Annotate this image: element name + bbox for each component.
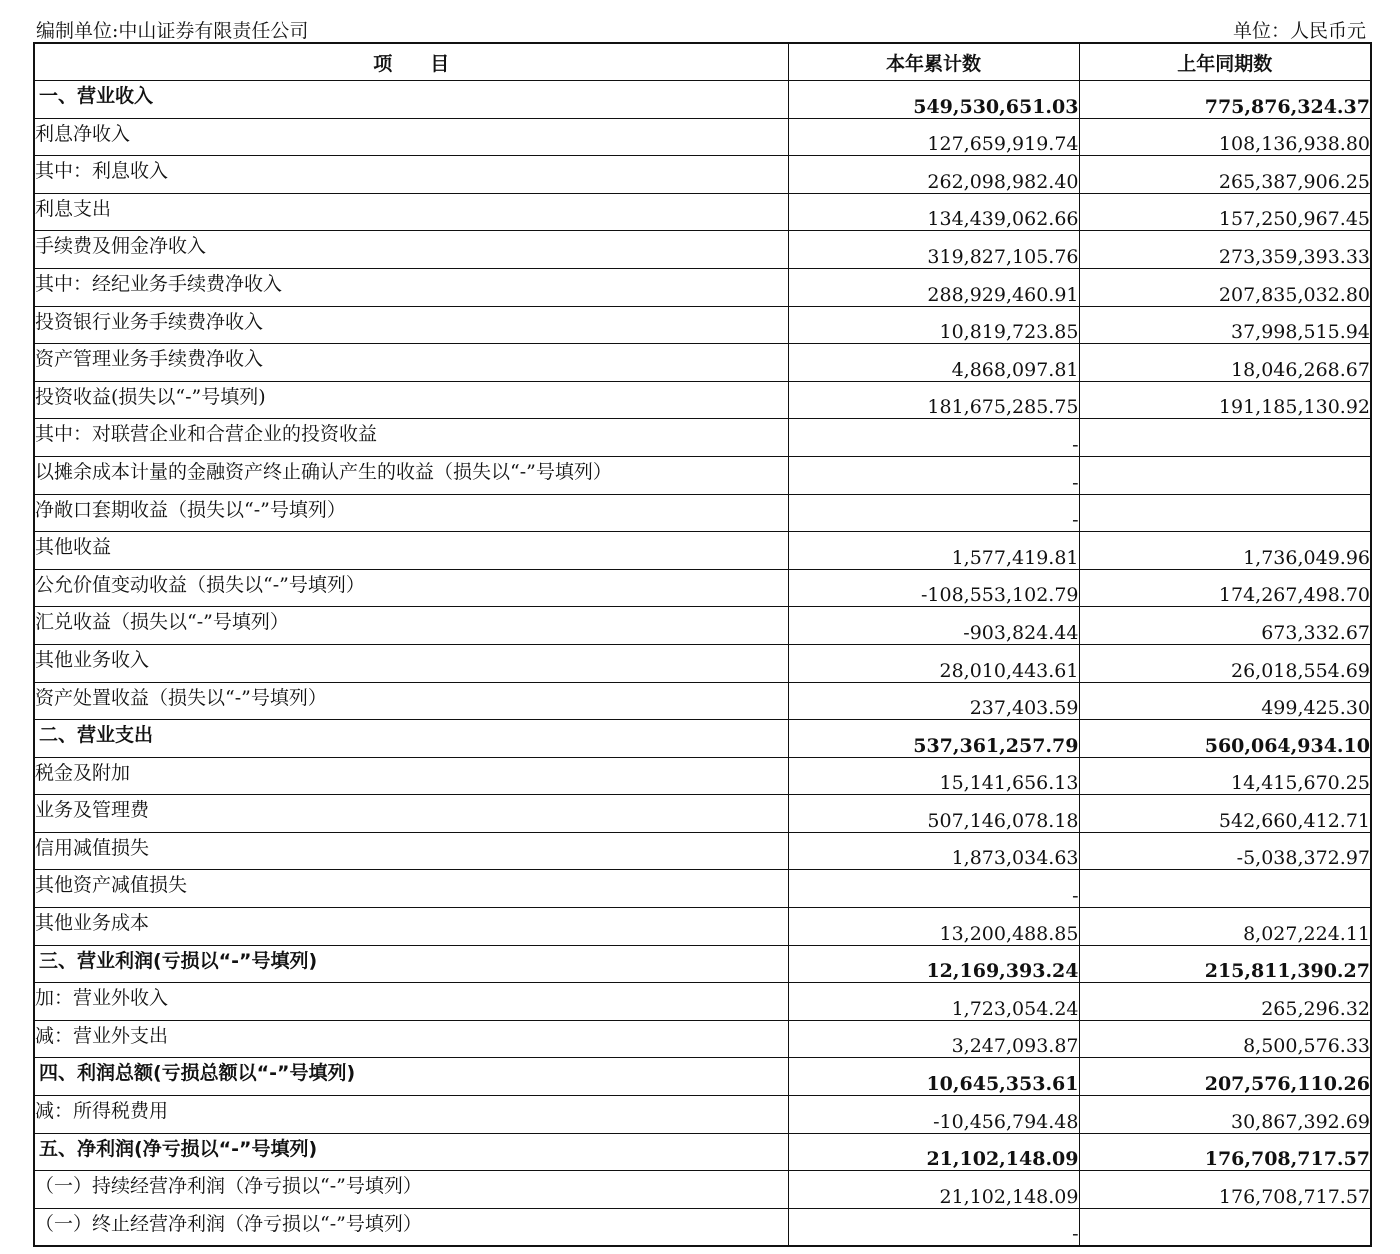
current-year-value: - — [788, 494, 1079, 532]
table-row — [34, 344, 1371, 382]
row-label: 其中：经纪业务手续费净收入 — [34, 268, 788, 306]
current-year-value: - — [788, 419, 1079, 457]
table-row — [34, 381, 1371, 419]
current-year-value: 10,819,723.85 — [788, 306, 1079, 344]
previous-year-value — [1079, 419, 1371, 457]
row-label: 投资银行业务手续费净收入 — [34, 306, 788, 344]
table-row — [34, 1058, 1371, 1096]
row-label: 信用减值损失 — [34, 832, 788, 870]
current-year-value: - — [788, 870, 1079, 908]
current-year-value: 10,645,353.61 — [788, 1058, 1079, 1096]
current-year-value: 181,675,285.75 — [788, 381, 1079, 419]
row-label: 净敞口套期收益（损失以“-”号填列） — [34, 494, 788, 532]
previous-year-value — [1079, 456, 1371, 494]
row-label: 资产管理业务手续费净收入 — [34, 344, 788, 382]
table-row — [34, 532, 1371, 570]
current-year-value: 134,439,062.66 — [788, 193, 1079, 231]
table-row — [34, 757, 1371, 795]
previous-year-value: 30,867,392.69 — [1079, 1096, 1371, 1134]
row-label: 其他业务成本 — [34, 908, 788, 946]
row-label: 四、利润总额(亏损总额以“-”号填列) — [34, 1058, 788, 1096]
current-year-value: 507,146,078.18 — [788, 795, 1079, 833]
table-row — [34, 908, 1371, 946]
table-row — [34, 1208, 1371, 1246]
current-year-value: 288,929,460.91 — [788, 268, 1079, 306]
currency-unit-label: 单位：人民币元 — [1232, 20, 1366, 42]
row-label: 加：营业外收入 — [34, 983, 788, 1021]
table-row — [34, 945, 1371, 983]
row-label: 其中：对联营企业和合营企业的投资收益 — [34, 419, 788, 457]
column-header-item: 项 目 — [34, 43, 788, 81]
table-row — [34, 682, 1371, 720]
table-row — [34, 607, 1371, 645]
table-row — [34, 156, 1371, 194]
previous-year-value — [1079, 1208, 1371, 1246]
table-row — [34, 644, 1371, 682]
previous-year-value: 775,876,324.37 — [1079, 81, 1371, 119]
previous-year-value: 215,811,390.27 — [1079, 945, 1371, 983]
table-header-row — [34, 43, 1371, 81]
current-year-value: 13,200,488.85 — [788, 908, 1079, 946]
row-label: 投资收益(损失以“-”号填列) — [34, 381, 788, 419]
previous-year-value: 8,500,576.33 — [1079, 1020, 1371, 1058]
previous-year-value: 207,835,032.80 — [1079, 268, 1371, 306]
previous-year-value: 37,998,515.94 — [1079, 306, 1371, 344]
current-year-value: 1,723,054.24 — [788, 983, 1079, 1021]
current-year-value: 127,659,919.74 — [788, 118, 1079, 156]
previous-year-value: 1,736,049.96 — [1079, 532, 1371, 570]
row-label: 税金及附加 — [34, 757, 788, 795]
table-row — [34, 306, 1371, 344]
row-label: 其他业务收入 — [34, 644, 788, 682]
current-year-value: 15,141,656.13 — [788, 757, 1079, 795]
current-year-value: 262,098,982.40 — [788, 156, 1079, 194]
previous-year-value: 157,250,967.45 — [1079, 193, 1371, 231]
row-label: 五、净利润(净亏损以“-”号填列) — [34, 1133, 788, 1171]
previous-year-value: 207,576,110.26 — [1079, 1058, 1371, 1096]
table-row — [34, 81, 1371, 119]
row-label: 手续费及佣金净收入 — [34, 231, 788, 269]
previous-year-value: -5,038,372.97 — [1079, 832, 1371, 870]
previous-year-value: 191,185,130.92 — [1079, 381, 1371, 419]
current-year-value: 1,577,419.81 — [788, 532, 1079, 570]
row-label: 公允价值变动收益（损失以“-”号填列） — [34, 569, 788, 607]
row-label: 一、营业收入 — [34, 81, 788, 119]
table-row — [34, 1020, 1371, 1058]
table-row — [34, 1133, 1371, 1171]
row-label: 三、营业利润(亏损以“-”号填列) — [34, 945, 788, 983]
previous-year-value: 176,708,717.57 — [1079, 1171, 1371, 1209]
row-label: （一）持续经营净利润（净亏损以“-”号填列） — [34, 1171, 788, 1209]
previous-year-value: 560,064,934.10 — [1079, 720, 1371, 758]
preparer-label: 编制单位:中山证券有限责任公司 — [36, 20, 309, 42]
table-row — [34, 569, 1371, 607]
row-label: 利息净收入 — [34, 118, 788, 156]
previous-year-value: 8,027,224.11 — [1079, 908, 1371, 946]
row-label: 其他收益 — [34, 532, 788, 570]
row-label: 利息支出 — [34, 193, 788, 231]
row-label: 减：营业外支出 — [34, 1020, 788, 1058]
current-year-value: - — [788, 456, 1079, 494]
current-year-value: 21,102,148.09 — [788, 1171, 1079, 1209]
previous-year-value: 265,296.32 — [1079, 983, 1371, 1021]
current-year-value: -10,456,794.48 — [788, 1096, 1079, 1134]
previous-year-value — [1079, 870, 1371, 908]
current-year-value: 237,403.59 — [788, 682, 1079, 720]
table-row — [34, 494, 1371, 532]
current-year-value: 3,247,093.87 — [788, 1020, 1079, 1058]
table-row — [34, 456, 1371, 494]
current-year-value: 21,102,148.09 — [788, 1133, 1079, 1171]
previous-year-value: 26,018,554.69 — [1079, 644, 1371, 682]
current-year-value: 319,827,105.76 — [788, 231, 1079, 269]
row-label: 二、营业支出 — [34, 720, 788, 758]
table-row — [34, 1096, 1371, 1134]
column-header-current-year: 本年累计数 — [788, 43, 1079, 81]
row-label: （一）终止经营净利润（净亏损以“-”号填列） — [34, 1208, 788, 1246]
table-row — [34, 983, 1371, 1021]
income-statement-table — [33, 42, 1372, 1247]
previous-year-value: 542,660,412.71 — [1079, 795, 1371, 833]
current-year-value: 12,169,393.24 — [788, 945, 1079, 983]
previous-year-value: 18,046,268.67 — [1079, 344, 1371, 382]
current-year-value: -108,553,102.79 — [788, 569, 1079, 607]
row-label: 以摊余成本计量的金融资产终止确认产生的收益（损失以“-”号填列） — [34, 456, 788, 494]
previous-year-value: 108,136,938.80 — [1079, 118, 1371, 156]
current-year-value: 537,361,257.79 — [788, 720, 1079, 758]
previous-year-value: 176,708,717.57 — [1079, 1133, 1371, 1171]
current-year-value: 28,010,443.61 — [788, 644, 1079, 682]
row-label: 汇兑收益（损失以“-”号填列） — [34, 607, 788, 645]
table-row — [34, 268, 1371, 306]
previous-year-value — [1079, 494, 1371, 532]
table-row — [34, 720, 1371, 758]
row-label: 其中：利息收入 — [34, 156, 788, 194]
current-year-value: 4,868,097.81 — [788, 344, 1079, 382]
previous-year-value: 273,359,393.33 — [1079, 231, 1371, 269]
current-year-value: - — [788, 1208, 1079, 1246]
table-row — [34, 193, 1371, 231]
previous-year-value: 265,387,906.25 — [1079, 156, 1371, 194]
previous-year-value: 174,267,498.70 — [1079, 569, 1371, 607]
row-label: 其他资产减值损失 — [34, 870, 788, 908]
report-header — [36, 16, 1366, 42]
table-row — [34, 795, 1371, 833]
current-year-value: -903,824.44 — [788, 607, 1079, 645]
row-label: 业务及管理费 — [34, 795, 788, 833]
row-label: 减：所得税费用 — [34, 1096, 788, 1134]
previous-year-value: 673,332.67 — [1079, 607, 1371, 645]
table-row — [34, 118, 1371, 156]
column-header-previous-year: 上年同期数 — [1079, 43, 1371, 81]
table-row — [34, 231, 1371, 269]
row-label: 资产处置收益（损失以“-”号填列） — [34, 682, 788, 720]
previous-year-value: 499,425.30 — [1079, 682, 1371, 720]
table-row — [34, 1171, 1371, 1209]
table-row — [34, 419, 1371, 457]
previous-year-value: 14,415,670.25 — [1079, 757, 1371, 795]
table-row — [34, 870, 1371, 908]
table-row — [34, 832, 1371, 870]
current-year-value: 549,530,651.03 — [788, 81, 1079, 119]
current-year-value: 1,873,034.63 — [788, 832, 1079, 870]
